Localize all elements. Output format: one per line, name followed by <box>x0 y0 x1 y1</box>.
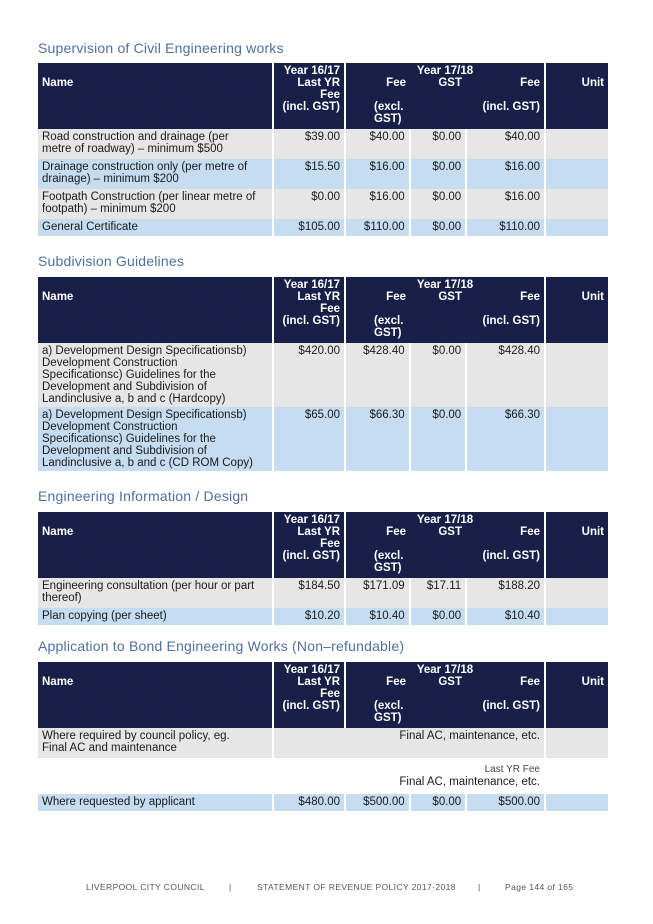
table-row <box>38 189 608 219</box>
row-name: Where requested by applicant <box>38 794 274 811</box>
fee-label: Fee <box>320 538 340 550</box>
row-gst: $0.00 <box>411 159 468 189</box>
gst-label: GST <box>438 77 462 89</box>
footer-org: LIVERPOOL CITY COUNCIL <box>86 882 205 892</box>
row-gst: $17.11 <box>411 578 468 608</box>
row-unit <box>546 758 608 794</box>
table-row <box>38 608 608 625</box>
excl-gst-label-2: GST) <box>374 712 402 724</box>
row-unit <box>546 608 608 625</box>
fee-excl-label: Fee <box>386 676 406 688</box>
row-total: $500.00 <box>467 794 546 811</box>
row-prev-fee: $480.00 <box>274 794 346 811</box>
row-prev-fee: $184.50 <box>274 578 346 608</box>
row-name: Drainage construction only (per metre of drainage) – minimum $200 <box>38 159 274 189</box>
row-unit <box>546 728 608 758</box>
year-prev-label: Year 16/17 <box>283 65 340 77</box>
row-merged-fee: Final AC, maintenance, etc. <box>274 728 546 758</box>
col-header-unit: Unit <box>546 63 608 129</box>
col-header-curr <box>346 512 546 578</box>
row-unit <box>546 578 608 608</box>
year-prev-label: Year 16/17 <box>283 664 340 676</box>
table-row <box>38 159 608 189</box>
table-row <box>38 219 608 236</box>
incl-gst-curr-label: (incl. GST) <box>482 550 540 562</box>
row-total: $16.00 <box>467 189 546 219</box>
excl-gst-label-1: (excl. <box>374 101 404 113</box>
table-row <box>38 794 608 811</box>
footer-sep-1: | <box>229 882 232 892</box>
table-row <box>38 343 608 407</box>
col-header-prev <box>274 277 346 343</box>
gst-label: GST <box>438 676 462 688</box>
row-gst: $0.00 <box>411 189 468 219</box>
incl-gst-curr-label: (incl. GST) <box>482 700 540 712</box>
fee-label: Fee <box>320 688 340 700</box>
table-row <box>38 129 608 159</box>
excl-gst-label-2: GST) <box>374 113 402 125</box>
row-prev-fee: $420.00 <box>274 343 346 407</box>
gst-label: GST <box>438 526 462 538</box>
excl-gst-label-2: GST) <box>374 327 402 339</box>
col-header-prev <box>274 512 346 578</box>
incl-gst-label: (incl. GST) <box>282 550 340 562</box>
row-fee: $500.00 <box>346 794 411 811</box>
row-note <box>274 758 546 794</box>
footer-sep-2: | <box>478 882 481 892</box>
row-gst: $0.00 <box>411 407 468 471</box>
row-gst: $0.00 <box>411 219 468 236</box>
incl-gst-label: (incl. GST) <box>282 101 340 113</box>
row-unit <box>546 189 608 219</box>
fee-table <box>38 512 608 625</box>
note-last-yr-fee: Last YR Fee <box>484 764 540 775</box>
row-fee: $40.00 <box>346 129 411 159</box>
last-yr-label: Last YR <box>297 291 340 303</box>
row-name: Engineering consultation (per hour or part thereof) <box>38 578 274 608</box>
col-header-name: Name <box>38 63 274 129</box>
fee-label: Fee <box>320 303 340 315</box>
row-total: $10.40 <box>467 608 546 625</box>
incl-gst-label: (incl. GST) <box>282 315 340 327</box>
row-prev-fee: $65.00 <box>274 407 346 471</box>
table-row <box>38 728 608 758</box>
row-fee: $428.40 <box>346 343 411 407</box>
row-unit <box>546 343 608 407</box>
row-gst: $0.00 <box>411 129 468 159</box>
section-title: Engineering Information / Design <box>38 488 249 504</box>
col-header-unit: Unit <box>546 512 608 578</box>
row-name: a) Development Design Specificationsb) Development Construction Specificationsc) Guidelines for the Development and Subdivision of Landinclusive a, b and c (CD ROM Copy) <box>38 407 274 471</box>
row-total: $40.00 <box>467 129 546 159</box>
row-gst: $0.00 <box>411 343 468 407</box>
excl-gst-label-1: (excl. <box>374 700 404 712</box>
row-unit <box>546 794 608 811</box>
row-unit <box>546 219 608 236</box>
row-gst: $0.00 <box>411 608 468 625</box>
row-total: $16.00 <box>467 159 546 189</box>
year-curr-label: Year 17/18 <box>416 65 474 77</box>
last-yr-label: Last YR <box>297 676 340 688</box>
fee-incl-label: Fee <box>520 526 540 538</box>
col-header-curr <box>346 63 546 129</box>
row-unit <box>546 159 608 189</box>
row-total: $188.20 <box>467 578 546 608</box>
row-fee: $66.30 <box>346 407 411 471</box>
section-title: Subdivision Guidelines <box>38 253 185 269</box>
col-header-prev <box>274 63 346 129</box>
year-prev-label: Year 16/17 <box>283 279 340 291</box>
col-header-curr <box>346 277 546 343</box>
fee-incl-label: Fee <box>520 77 540 89</box>
section-title: Supervision of Civil Engineering works <box>38 40 284 56</box>
excl-gst-label-2: GST) <box>374 562 402 574</box>
year-prev-label: Year 16/17 <box>283 514 340 526</box>
row-name-empty <box>38 758 274 794</box>
gst-label: GST <box>438 291 462 303</box>
last-yr-label: Last YR <box>297 77 340 89</box>
section-title: Application to Bond Engineering Works (Non–refundable) <box>38 638 405 654</box>
row-fee: $16.00 <box>346 189 411 219</box>
row-unit <box>546 129 608 159</box>
row-name: Plan copying (per sheet) <box>38 608 274 625</box>
row-prev-fee: $105.00 <box>274 219 346 236</box>
row-prev-fee: $39.00 <box>274 129 346 159</box>
year-curr-label: Year 17/18 <box>416 279 474 291</box>
fee-incl-label: Fee <box>520 291 540 303</box>
row-gst: $0.00 <box>411 794 468 811</box>
col-header-name: Name <box>38 277 274 343</box>
last-yr-label: Last YR <box>297 526 340 538</box>
footer-page: Page 144 of 165 <box>505 882 574 892</box>
row-name: General Certificate <box>38 219 274 236</box>
fee-label: Fee <box>320 89 340 101</box>
row-fee: $10.40 <box>346 608 411 625</box>
incl-gst-label: (incl. GST) <box>282 700 340 712</box>
excl-gst-label-1: (excl. <box>374 315 404 327</box>
row-prev-fee: $0.00 <box>274 189 346 219</box>
col-header-prev <box>274 662 346 728</box>
row-total: $66.30 <box>467 407 546 471</box>
row-total: $110.00 <box>467 219 546 236</box>
row-name: Road construction and drainage (per metre of roadway) – minimum $500 <box>38 129 274 159</box>
row-name: a) Development Design Specificationsb) Development Construction Specificationsc) Guidelines for the Development and Subdivision of Landinclusive a, b and c (Hardcopy) <box>38 343 274 407</box>
fee-table <box>38 63 608 236</box>
col-header-unit: Unit <box>546 277 608 343</box>
table-row-note <box>38 758 608 794</box>
fee-excl-label: Fee <box>386 291 406 303</box>
excl-gst-label-1: (excl. <box>374 550 404 562</box>
col-header-curr <box>346 662 546 728</box>
incl-gst-curr-label: (incl. GST) <box>482 101 540 113</box>
note-final-ac: Final AC, maintenance, etc. <box>399 776 540 788</box>
table-row <box>38 407 608 471</box>
footer-doc: STATEMENT OF REVENUE POLICY 2017-2018 <box>257 882 456 892</box>
fee-incl-label: Fee <box>520 676 540 688</box>
table-row <box>38 578 608 608</box>
row-fee: $171.09 <box>346 578 411 608</box>
incl-gst-curr-label: (incl. GST) <box>482 315 540 327</box>
fee-excl-label: Fee <box>386 77 406 89</box>
year-curr-label: Year 17/18 <box>416 664 474 676</box>
year-curr-label: Year 17/18 <box>416 514 474 526</box>
row-prev-fee: $10.20 <box>274 608 346 625</box>
col-header-name: Name <box>38 512 274 578</box>
fee-table <box>38 662 608 811</box>
col-header-unit: Unit <box>546 662 608 728</box>
row-total: $428.40 <box>467 343 546 407</box>
row-name: Where required by council policy, eg. Final AC and maintenance <box>38 728 274 758</box>
row-name: Footpath Construction (per linear metre of footpath) – minimum $200 <box>38 189 274 219</box>
row-fee: $16.00 <box>346 159 411 189</box>
row-unit <box>546 407 608 471</box>
row-prev-fee: $15.50 <box>274 159 346 189</box>
fee-table <box>38 277 608 471</box>
col-header-name: Name <box>38 662 274 728</box>
fee-excl-label: Fee <box>386 526 406 538</box>
row-fee: $110.00 <box>346 219 411 236</box>
